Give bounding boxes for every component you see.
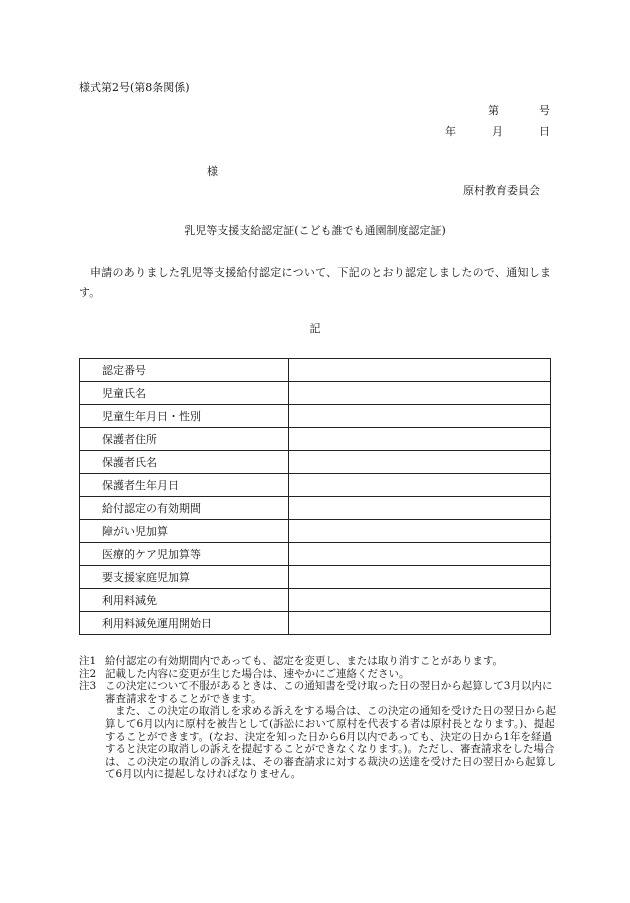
note-item bbox=[79, 680, 559, 781]
row-value bbox=[289, 589, 551, 612]
notes bbox=[79, 655, 559, 781]
row-value bbox=[289, 566, 551, 589]
issuer: 原村教育委員会 bbox=[463, 184, 540, 197]
date-line bbox=[445, 123, 550, 139]
row-label: 児童氏名 bbox=[80, 382, 289, 405]
table-row bbox=[80, 451, 551, 474]
row-value bbox=[289, 405, 551, 428]
note-body bbox=[105, 668, 559, 681]
table-row bbox=[80, 382, 551, 405]
row-value bbox=[289, 543, 551, 566]
date-month: 月 bbox=[492, 125, 503, 138]
row-label: 利用料減免 bbox=[80, 589, 289, 612]
row-value bbox=[289, 451, 551, 474]
row-value bbox=[289, 612, 551, 635]
note-mark: 注2 bbox=[79, 667, 97, 680]
row-label: 保護者氏名 bbox=[80, 451, 289, 474]
table-row bbox=[80, 543, 551, 566]
row-label: 給付認定の有効期間 bbox=[80, 497, 289, 520]
form-number-label: 様式第2号(第8条関係) bbox=[79, 81, 190, 94]
table-row bbox=[80, 612, 551, 635]
document-title: 乳児等支援支給認定証(こども誰でも通園制度認定証) bbox=[184, 224, 446, 237]
row-label: 障がい児加算 bbox=[80, 520, 289, 543]
body-text: 申請のありました乳児等支援給付認定について、下記のとおり認定しましたので、通知します。 bbox=[79, 266, 551, 299]
note-paragraph: また、この決定の取消しを求める訴えをする場合は、この決定の通知を受けた日の翌日から起算して6月以内に原村を被告として(訴訟において原村を代表する者は原村長となります。)、提起することができます。(なお、決定を知った日から6月以内であっても、決定の日から1年を経過すると決定の取消しの訴えを提起することができなくなります。)。ただし、審査請求をした場合は、この決定の取消しの訴えは、その審査請求に対する裁決の送達を受けた日の翌日から起算して6月以内に提起しなければなりません。 bbox=[105, 705, 557, 781]
table-row bbox=[80, 566, 551, 589]
table-row bbox=[80, 589, 551, 612]
note-item bbox=[79, 655, 559, 668]
row-label: 保護者生年月日 bbox=[80, 474, 289, 497]
row-value bbox=[289, 497, 551, 520]
table-row bbox=[80, 520, 551, 543]
note-body bbox=[105, 655, 559, 668]
row-value bbox=[289, 520, 551, 543]
row-label: 要支援家庭児加算 bbox=[80, 566, 289, 589]
row-label: 保護者住所 bbox=[80, 428, 289, 451]
addressee: 様 bbox=[207, 165, 218, 178]
note-item bbox=[79, 668, 559, 681]
table-row bbox=[80, 497, 551, 520]
ki-marker: 記 bbox=[309, 322, 321, 335]
row-value bbox=[289, 428, 551, 451]
row-label: 医療的ケア児加算等 bbox=[80, 543, 289, 566]
number-go: 号 bbox=[539, 104, 550, 117]
certification-table bbox=[79, 358, 551, 635]
note-paragraph: 記載した内容に変更が生じた場合は、速やかにご連絡ください。 bbox=[105, 667, 410, 680]
table-row bbox=[80, 405, 551, 428]
table-row bbox=[80, 428, 551, 451]
note-paragraph: この決定について不服があるときは、この通知書を受け取った日の翌日から起算して3月以内に審査請求をすることができます。 bbox=[105, 680, 553, 705]
row-label: 利用料減免運用開始日 bbox=[80, 612, 289, 635]
document-number-line bbox=[488, 102, 550, 118]
row-label: 児童生年月日・性別 bbox=[80, 405, 289, 428]
note-body bbox=[105, 680, 559, 781]
row-value bbox=[289, 382, 551, 405]
row-value bbox=[289, 359, 551, 382]
table-row bbox=[80, 474, 551, 497]
note-mark: 注3 bbox=[79, 680, 97, 693]
note-mark: 注1 bbox=[79, 655, 97, 667]
table-row bbox=[80, 359, 551, 382]
row-value bbox=[289, 474, 551, 497]
date-day: 日 bbox=[539, 125, 550, 138]
row-label: 認定番号 bbox=[80, 359, 289, 382]
number-dai: 第 bbox=[488, 104, 499, 117]
date-year: 年 bbox=[445, 125, 456, 138]
note-paragraph: 給付認定の有効期間内であっても、認定を変更し、または取り消すことがあります。 bbox=[105, 655, 504, 667]
